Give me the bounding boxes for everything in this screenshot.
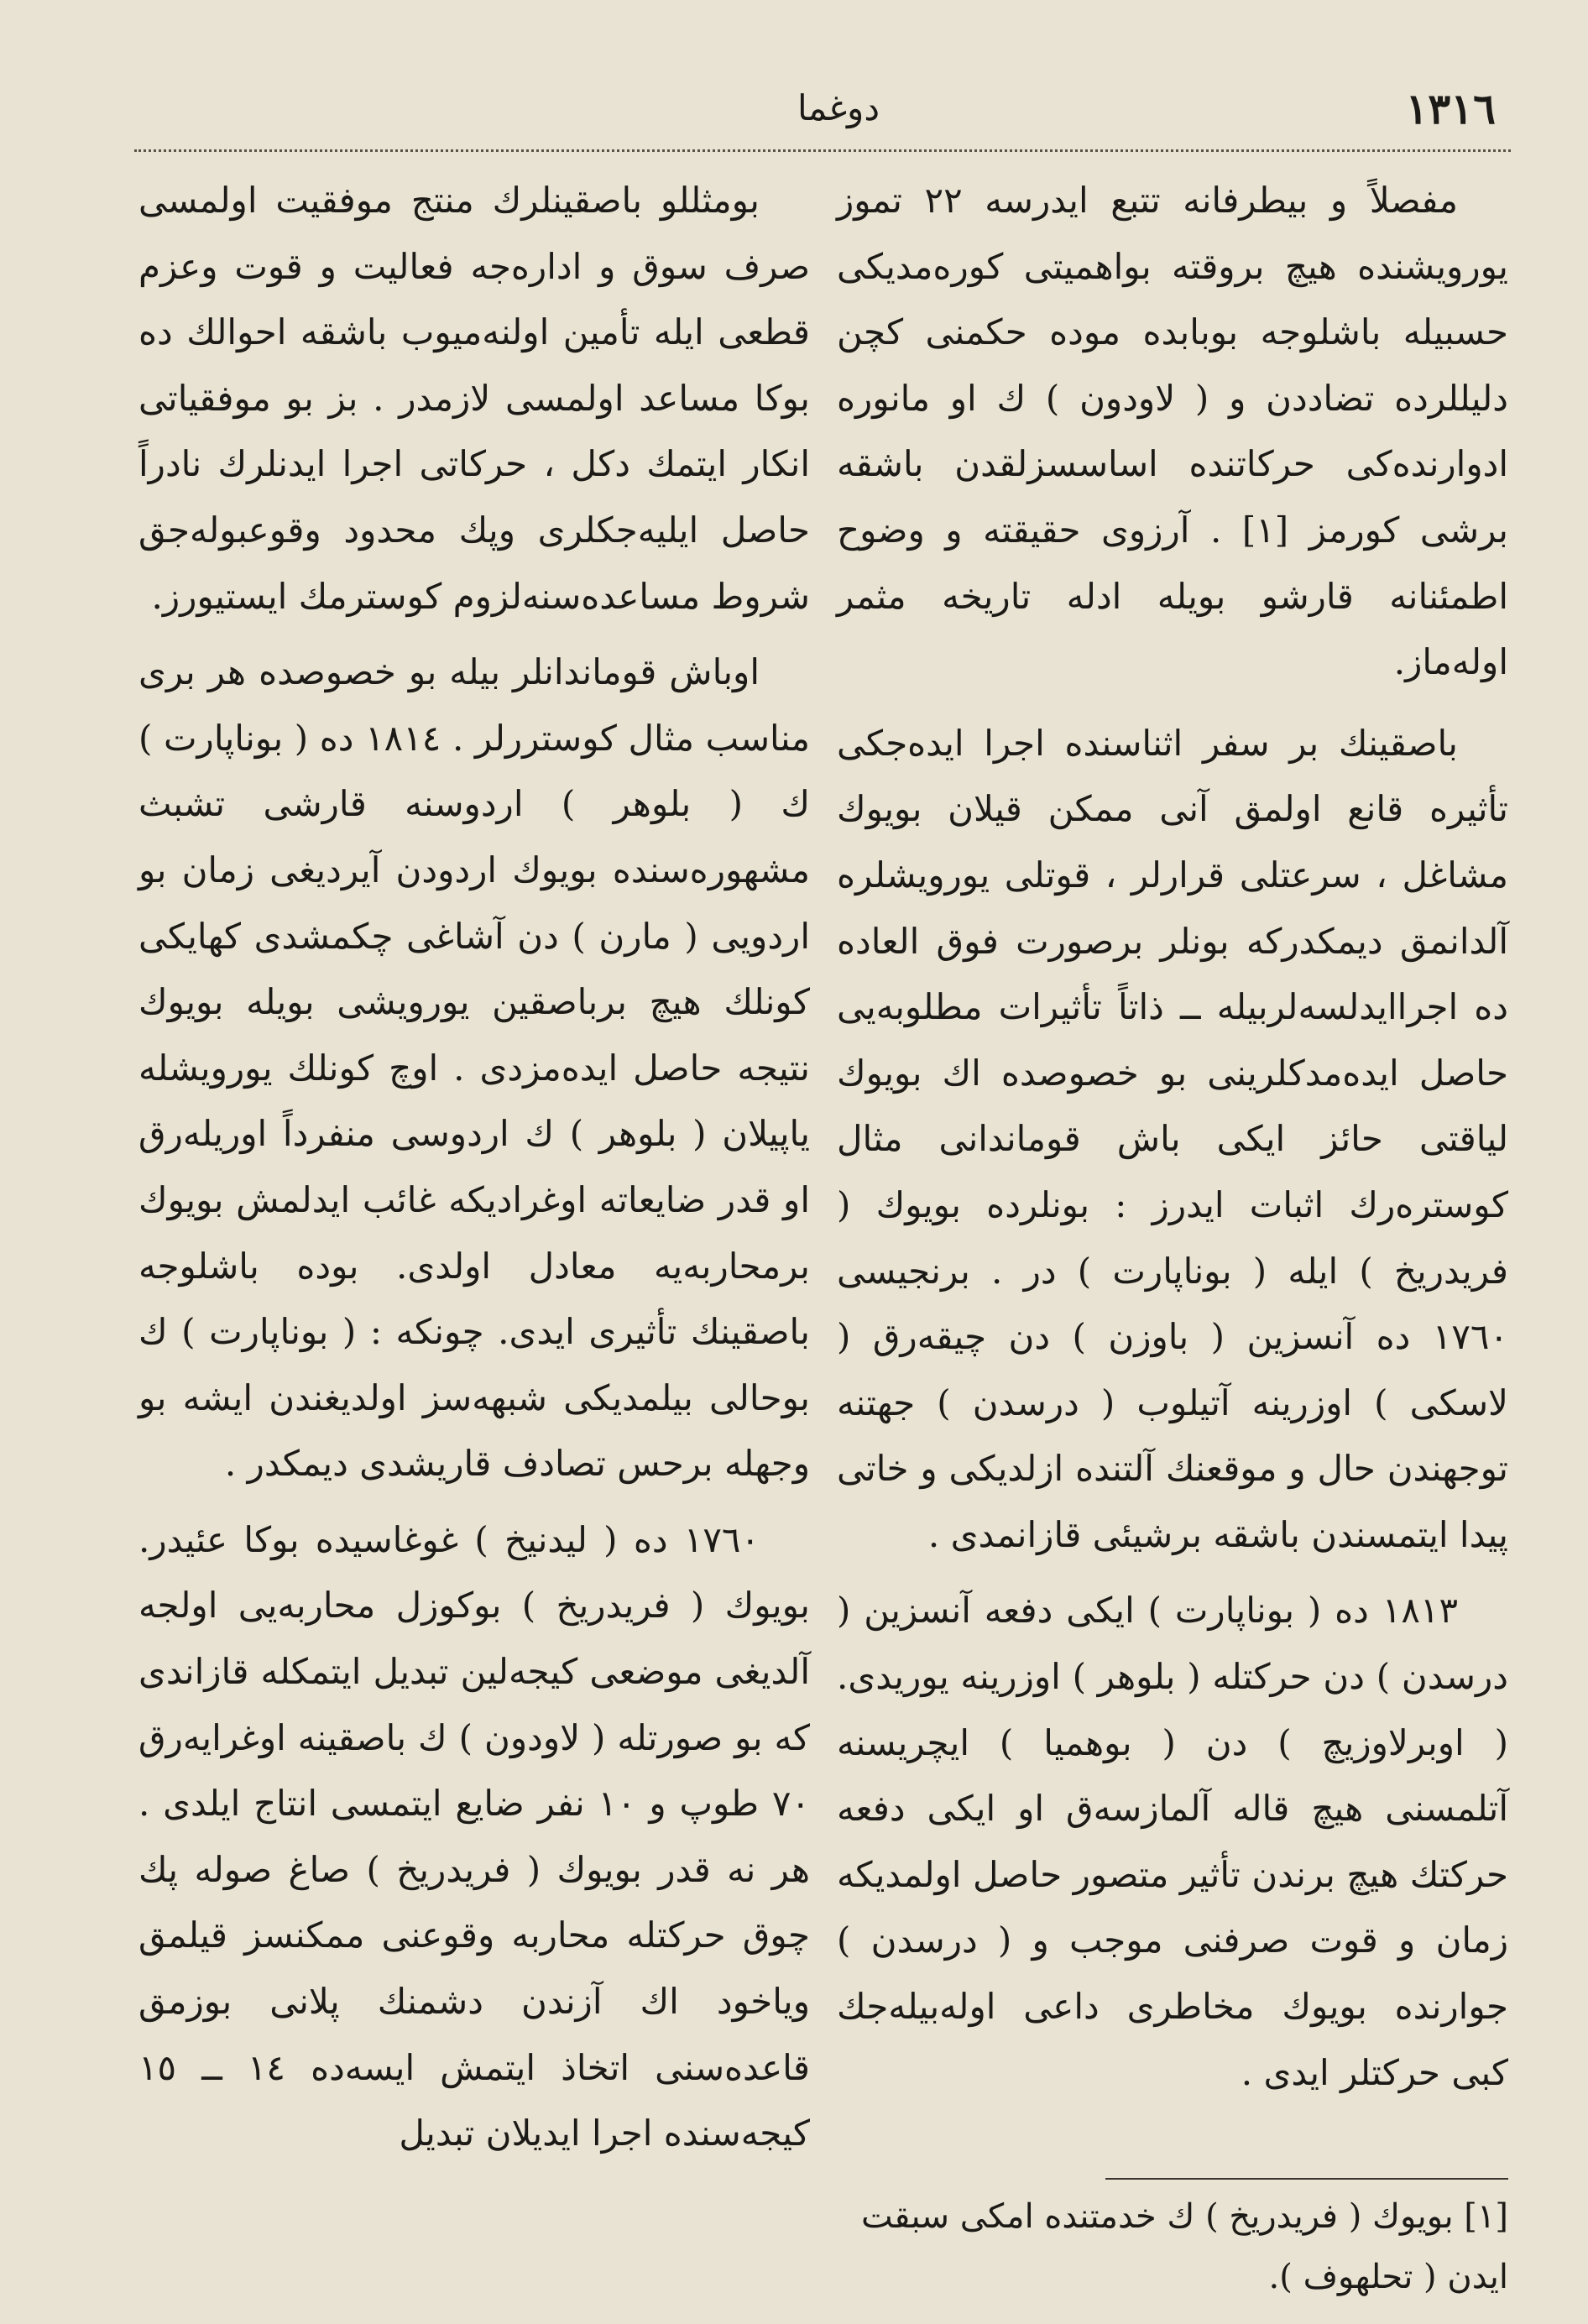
paragraph: اوباش قوماندانلر بیله بو خصوصده هر بری مناسب مثال کوستررلر . ١٨١٤ ده ( بوناپارت ) ك ( بلوهر ) اردوسنه قارشی تشبث مشهورەسنده بویوك اردودن آیردیغی زمان بو اردویی ( مارن ) دن آشاغی چکمشدی کهایکی کونلك هیچ برباصقین یورویشی بویله بویوك نتیجه حاصل ایدەمزدی . اوچ کونلك یورویشله یاپیلان ( بلوهر ) ك اردوسی منفرداً اوریلەرق او قدر ضایعاته اوغرادیکه غائب ایدلمش بویوك برمحاربەیه معادل اولدی. بوده باشلوجه باصقینك تأثیری ایدی. چونکه : ( بوناپارت ) ك بوحالی بیلمدیکی شبهەسز اولدیغندن ایشه بو وجهله برحس تصادف قاریشدی دیمکدر . (138, 651, 811, 1485)
footnote-divider (1105, 2178, 1508, 2180)
paragraph: ١٨١٣ ده ( بوناپارت ) ایکی دفعه آنسزین ( درسدن ) دن حرکتله ( بلوهر ) اوزرینه یوریدی. ( اوبرلاوزیچ ) دن ( بوهمیا ) ایچریسنه آتلمسنی هیچ قاله آلمازسەق او ایکی دفعه حرکتك هیچ برندن تأثیر متصور حاصل اولمدیکه زمان و قوت صرفنی موجب و ( درسدن ) جوارنده بویوك مخاطری داعی اولەبیلەجك کبی حرکتلر ایدی . (837, 1590, 1508, 2093)
page-header (134, 84, 1502, 143)
header-divider (134, 149, 1511, 152)
paragraph: مفصلاً و بیطرفانه تتبع ایدرسه ٢٢ تموز یورویشنده هیچ بروقته بواهمیتی کورەمدیکی حسبیله باشلوجه بوبابده موده حکمنی کچن دلیللرده تضاددن و ( لاودون ) ك او مانوره ادوارندەکی حرکاتنده اساسسزلقدن باشقه برشی کورمز [١] . آرزوی حقیقته و وضوح اطمئنانه قارشو بویله ادله تاریخه مثمر اولەماز. (837, 180, 1508, 683)
paragraph: باصقینك بر سفر اثناسنده اجرا ایدەجکی تأثیره قانع اولمق آنی ممکن قیلان بویوك مشاغل ، سرعتلی قرارلر ، قوتلی یورویشلره آلدانمق دیمکدرکه بونلر برصورت فوق العاده ده اجراایدلسەلربیله ــ ذاتاً تأثیرات مطلوبەیی حاصل ایدەمدکلرینی بو خصوصده اك بویوك لیاقتی حائز ایکی باش قوماندانی مثال کوسترەرك اثبات ایدرز : بونلرده بویوك ( فریدریخ ) ایله ( بوناپارت ) در . برنجیسی ١٧٦٠ ده آنسزین ( باوزن ) دن چیقەرق ( لاسکی ) اوزرینه آتیلوب ( درسدن ) جهتنه توجهندن حال و موقعنك آلتنده ازلدیکی و خاتی پیدا ایتمسندن باشقه برشیئی قازانمدی . (837, 722, 1508, 1555)
paragraph: ١٧٦٠ ده ( لیدنیخ ) غوغاسیده بوکا عئیدر. بویوك ( فریدریخ ) بوکوزل محاربەیی اولجه آلدیغی موضعی کیجەلین تبدیل ایتمکله قازاندی که بو صورتله ( لاودون ) ك باصقینه اوغرایەرق ٧٠ طوپ و ١٠ نفر ضایع ایتمسی انتاج ایلدی . هر نه قدر بویوك ( فریدریخ ) صاغ صوله پك چوق حرکتله محاربه وقوعنی ممکنسز قیلمق ویاخود اك آزندن دشمنك پلانی بوزمق قاعدەسنی اتخاذ ایتمش ایسەده ١٤ ــ ١٥ کیجەسنده اجرا ایدیلان تبدیل (138, 1518, 811, 2154)
running-title: دوغما (797, 87, 880, 128)
footnote: [١] بویوك ( فریدریخ ) ك خدمتنده امکی سبقت ایدن ( تحلهوف ). (860, 2197, 1508, 2296)
right-text-column (837, 168, 1508, 2106)
page-number: ١٣١٦ (1405, 84, 1496, 133)
left-text-column (138, 168, 810, 2167)
paragraph: بومثللو باصقینلرك منتج موفقیت اولمسی صرف سوق و ادارەجه فعالیت و قوت وعزم قطعی ایله تأمین اولنەمیوب باشقه احوالك ده بوكا مساعد اولمسی لازمدر . بز بو موفقیاتی انکار ایتمك دکل ، حرکاتی اجرا ایدنلرك نادراً حاصل ایلیەجکلری وپك محدود وقوعبولەجق شروط مساعدەسنەلزوم کوسترمك ایستیورز. (138, 180, 810, 617)
